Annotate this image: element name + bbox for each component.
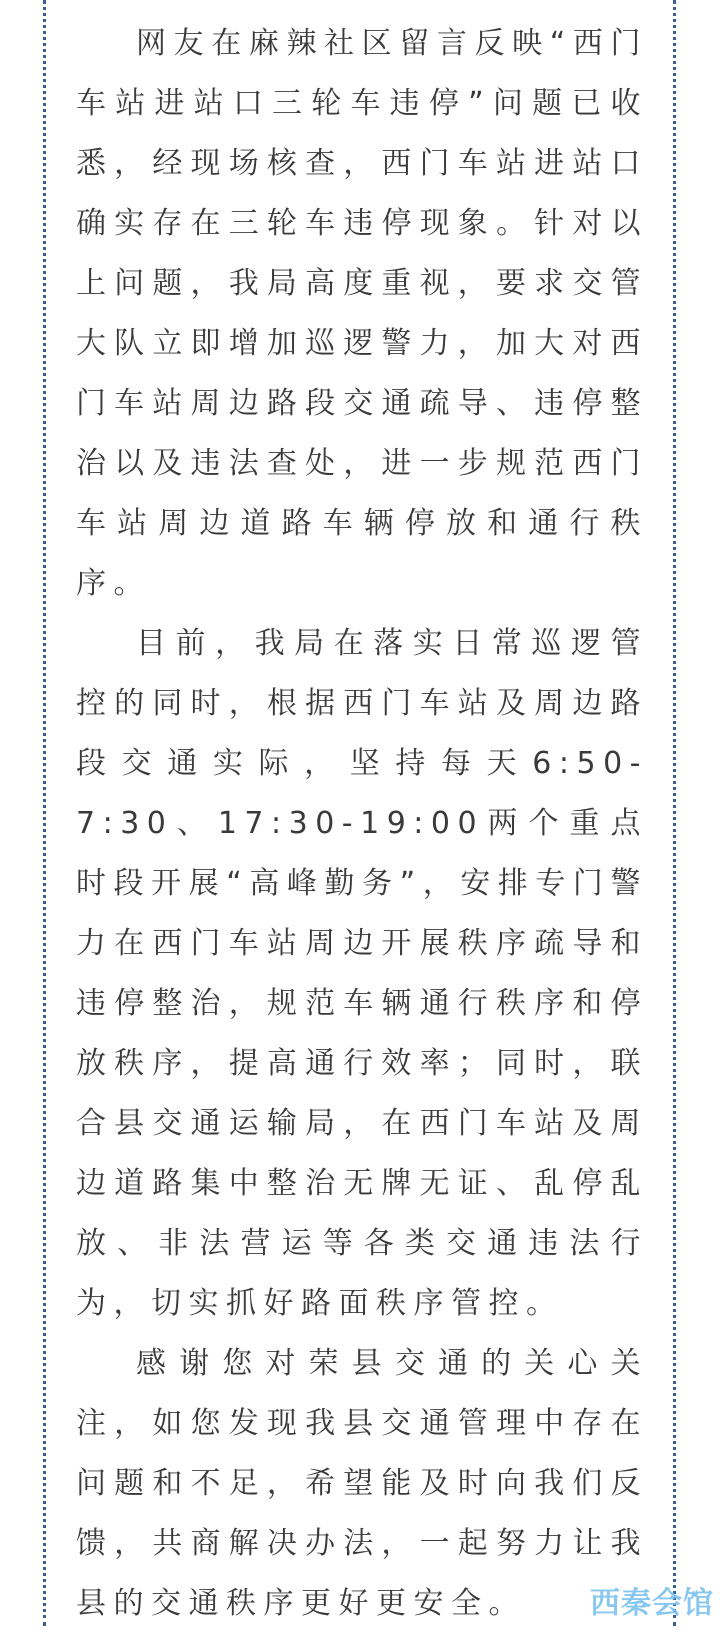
paragraph-1: 网友在麻辣社区留言反映“西门车站进站口三轮车违停”问题已收悉，经现场核查，西门车站进站口确实存在三轮车违停现象。针对以上问题，我局高度重视，要求交管大队立即增加巡逻警力，加大对西门车站周边路段交通疏导、违停整治以及违法查处，进一步规范西门车站周边道路车辆停放和通行秩序。: [76, 26, 648, 601]
paragraph-3: 感谢您对荣县交通的关心关注，如您发现我县交通管理中存在问题和不足，希望能及时向我们反馈，共商解决办法，一起努力让我县的交通秩序更好更安全。: [76, 1346, 648, 1621]
watermark-logo: 西秦会馆: [590, 1586, 714, 1621]
article-body: [76, 14, 648, 1634]
left-dotted-border: [43, 0, 46, 1626]
right-dotted-border: [673, 0, 676, 1626]
paragraph-2: 目前，我局在落实日常巡逻管控的同时，根据西门车站及周边路段交通实际，坚持每天6:50-7:30、17:30-19:00两个重点时段开展“高峰勤务”，安排专门警力在西门车站周边开展秩序疏导和违停整治，规范车辆通行秩序和停放秩序，提高通行效率；同时，联合县交通运输局，在西门车站及周边道路集中整治无牌无证、乱停乱放、非法营运等各类交通违法行为，切实抓好路面秩序管控。: [76, 626, 648, 1321]
